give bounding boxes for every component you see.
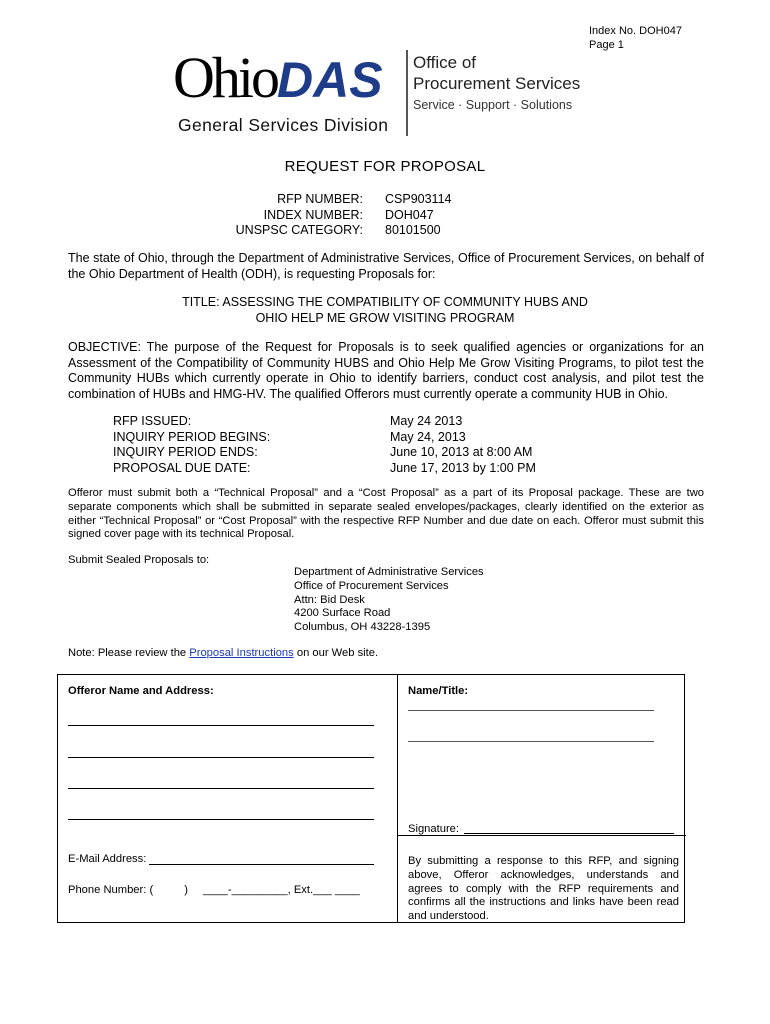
logo-office-line1: Office of	[413, 53, 476, 72]
offeror-label: Offeror Name and Address:	[68, 685, 214, 697]
rfp-issued-value: May 24 2013	[390, 414, 463, 428]
mailing-address	[294, 566, 484, 635]
objective-paragraph: OBJECTIVE: The purpose of the Request for Proposals is to seek qualified agencies or organizations for an Assessment of the Compatibility of Community HUBS and Ohio Help Me Grow Visiting Programs, to pilot test the Community HUBs which currently operate in Ohio to identify barriers, conduct cost analysis, and pilot test the combination of HUBs and HMG-HV. The qualified Offerors must currently operate a community HUB in Ohio.	[68, 340, 704, 401]
unspsc-label: UNSPSC CATEGORY:	[235, 223, 363, 237]
logo-tagline: Service · Support · Solutions	[413, 98, 573, 112]
phone-label: Phone Number: ( )	[68, 884, 188, 896]
logo-wordmark	[173, 44, 383, 111]
address-line: Columbus, OH 43228-1395	[294, 621, 431, 634]
logo-ohio: Ohio	[173, 45, 277, 110]
inquiry-ends-label: INQUIRY PERIOD ENDS:	[113, 445, 258, 459]
index-number-value: DOH047	[385, 207, 434, 222]
offeror-line-1[interactable]	[68, 725, 374, 726]
date-values	[390, 414, 536, 476]
note-suffix: on our Web site.	[293, 647, 379, 659]
address-line: Attn: Bid Desk	[294, 593, 365, 606]
logo-division: General Services Division	[178, 115, 389, 135]
submit-to-label: Submit Sealed Proposals to:	[68, 554, 210, 566]
subject-line-2: OHIO HELP ME GROW VISITING PROGRAM	[255, 310, 515, 325]
rfp-number-value: CSP903114	[385, 192, 452, 206]
email-line[interactable]	[149, 864, 374, 865]
document-title: REQUEST FOR PROPOSAL	[284, 158, 486, 175]
offeror-line-3[interactable]	[68, 788, 374, 789]
form-column-divider	[397, 675, 398, 922]
form-row-divider	[397, 835, 686, 836]
rfp-issued-label: RFP ISSUED:	[113, 414, 192, 428]
logo-das: DAS	[277, 52, 383, 108]
phone-field[interactable]: ____-_________, Ext.___ ____	[203, 884, 360, 896]
logo-office	[413, 52, 580, 94]
instructions-note	[68, 647, 378, 659]
email-label: E-Mail Address:	[68, 853, 147, 865]
proposal-instructions-link[interactable]: Proposal Instructions	[189, 647, 294, 659]
logo-divider	[406, 50, 408, 136]
rfp-identifiers	[180, 192, 450, 240]
signature-label: Signature:	[408, 823, 459, 835]
note-prefix: Note: Please review the	[68, 647, 190, 659]
index-number-label: INDEX NUMBER:	[263, 207, 363, 222]
address-line: Office of Procurement Services	[294, 579, 449, 592]
offeror-form	[57, 674, 685, 923]
address-line: Department of Administrative Services	[294, 566, 484, 578]
submission-note: Offeror must submit both a “Technical Proposal” and a “Cost Proposal” as a part of its Proposal package. These are two separate components which shall be submitted in separate sealed envelopes/packages, clearly identified on the exterior as either “Technical Proposal” or “Cost Proposal” with the respective RFP Number and due date on each. Offeror must submit this signed cover page with its technical Proposal.	[68, 487, 704, 541]
offeror-line-2[interactable]	[68, 757, 374, 758]
inquiry-ends-value: June 10, 2013 at 8:00 AM	[390, 445, 533, 459]
due-date-value: June 17, 2013 by 1:00 PM	[390, 460, 536, 475]
unspsc-value: 80101500	[385, 223, 441, 237]
logo-office-line2: Procurement Services	[413, 74, 581, 93]
inquiry-begins-label: INQUIRY PERIOD BEGINS:	[113, 429, 271, 444]
rfp-number-label: RFP NUMBER:	[277, 192, 363, 206]
offeror-line-4[interactable]	[68, 819, 374, 820]
name-title-line-2[interactable]	[408, 741, 654, 742]
inquiry-begins-value: May 24, 2013	[390, 429, 466, 444]
proposal-subject	[0, 295, 770, 326]
subject-line-1: TITLE: ASSESSING THE COMPATIBILITY OF COMMUNITY HUBS AND	[182, 295, 588, 309]
identifier-values	[385, 192, 452, 239]
acknowledgement-text: By submitting a response to this RFP, and signing above, Offeror acknowledges, understands and agrees to comply with the RFP requirements and confirms all the instructions and links have been read and understood.	[408, 855, 679, 923]
index-header	[589, 24, 682, 52]
name-title-label: Name/Title:	[408, 685, 469, 697]
page-number: Page 1	[589, 39, 624, 51]
due-date-label: PROPOSAL DUE DATE:	[113, 460, 251, 475]
date-labels	[113, 414, 270, 476]
name-title-line-1[interactable]	[408, 710, 654, 711]
address-line: 4200 Surface Road	[294, 607, 391, 620]
intro-paragraph: The state of Ohio, through the Department of Administrative Services, Office of Procurement Services, on behalf of the Ohio Department of Health (ODH), is requesting Proposals for:	[68, 251, 704, 281]
signature-line[interactable]	[464, 833, 674, 834]
index-number: Index No. DOH047	[589, 25, 682, 37]
identifier-labels	[180, 192, 363, 239]
